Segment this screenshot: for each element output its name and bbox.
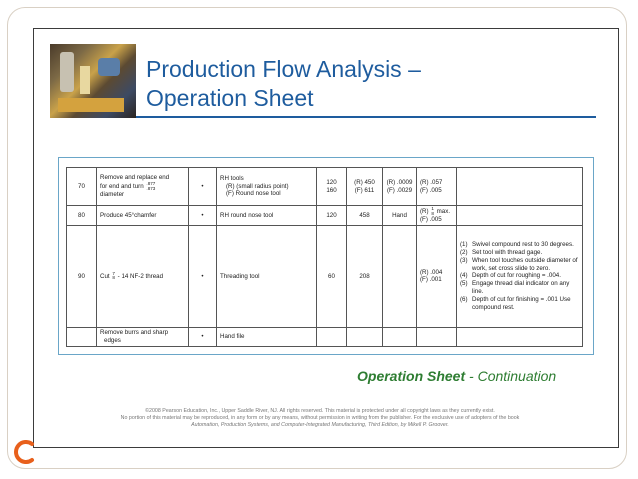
- cut-line: [420, 207, 453, 216]
- tool-cell: [217, 168, 317, 206]
- cut-line: (F) .001: [420, 276, 442, 284]
- depth-cell: [383, 327, 417, 346]
- cut-prefix: (R): [420, 208, 429, 216]
- feed-cell: 208: [347, 225, 383, 327]
- notes-cell: [457, 327, 583, 346]
- op-description: Produce 45°chamfer: [97, 206, 189, 226]
- op-number: [67, 327, 97, 346]
- check-mark: •: [189, 168, 217, 206]
- note-item: [460, 241, 579, 249]
- operation-sheet-table: [66, 167, 583, 347]
- check-mark: •: [189, 206, 217, 226]
- depth-cell: [383, 225, 417, 327]
- note-number: (4): [460, 272, 468, 280]
- cut-suffix: max.: [436, 208, 451, 216]
- frac-bottom: 8: [112, 275, 115, 281]
- tool-line: (F) Round nose tool: [226, 190, 281, 198]
- check-mark: •: [189, 327, 217, 346]
- cut-cell: [417, 327, 457, 346]
- note-item: [460, 257, 579, 273]
- op-description: [97, 327, 189, 346]
- tool-cell: RH round nose tool: [217, 206, 317, 226]
- desc-line: diameter: [100, 191, 125, 199]
- op-description: [97, 225, 189, 327]
- speed-cell: 60: [317, 225, 347, 327]
- caption-rest: - Continuation: [465, 368, 557, 384]
- op-number: 80: [67, 206, 97, 226]
- desc-line: Remove burrs and sharp: [100, 329, 169, 337]
- desc-line: Remove and replace end: [100, 174, 170, 182]
- table-row: [67, 206, 583, 226]
- thread-fraction: [112, 272, 115, 281]
- slide-title-line-1: Production Flow Analysis –: [146, 56, 421, 82]
- note-text: When tool touches outside diameter of work, set cross slide to zero.: [472, 256, 578, 272]
- notes-cell: [457, 168, 583, 206]
- note-number: (2): [460, 248, 468, 256]
- feed-line: (R) 450: [354, 178, 375, 186]
- desc-suffix: - 14 NF-2 thread: [117, 273, 164, 281]
- copyright-line: No portion of this material may be reproduced, in any form or by any means, without permission in writing from the publisher. For the exclusive use of adopters of the book: [120, 415, 520, 422]
- title-underline: [136, 116, 596, 118]
- desc-text: for end and turn: [100, 183, 144, 191]
- note-text: Depth of cut for finishing = .001 Use compound rest.: [472, 296, 571, 312]
- note-text: Swivel compound rest to 30 degrees.: [472, 240, 574, 248]
- desc-prefix: Cut: [100, 273, 110, 281]
- op-number: 90: [67, 225, 97, 327]
- notes-list: [460, 241, 579, 312]
- corner-logo-icon: [12, 440, 36, 464]
- cut-cell: [417, 168, 457, 206]
- cut-line: (F) .005: [420, 216, 442, 224]
- speed-line: 160: [326, 186, 337, 194]
- tool-line: (R) (small radius point): [226, 182, 289, 190]
- cut-line: (R) .004: [420, 268, 443, 276]
- frac-top: 7: [112, 270, 115, 276]
- table-row: [67, 327, 583, 346]
- cut-cell: [417, 206, 457, 226]
- note-number: (6): [460, 296, 468, 304]
- note-number: (1): [460, 240, 468, 248]
- desc-line: edges: [104, 336, 121, 344]
- feed-cell: [347, 327, 383, 346]
- frac-top: 1: [431, 206, 434, 211]
- op-description: [97, 168, 189, 206]
- notes-cell: [457, 206, 583, 226]
- notes-cell: [457, 225, 583, 327]
- desc-line: [100, 182, 185, 191]
- depth-line: (R) .0009: [386, 178, 413, 186]
- note-text: Set tool with thread gage.: [472, 248, 543, 256]
- tool-cell: Hand file: [217, 327, 317, 346]
- note-number: (3): [460, 256, 468, 264]
- caption-bold: Operation Sheet: [357, 368, 466, 384]
- note-item: [460, 280, 579, 296]
- tool-line: RH tools: [220, 174, 244, 182]
- feed-cell: 458: [347, 206, 383, 226]
- cut-line: (F) .005: [420, 186, 442, 194]
- op-number: 70: [67, 168, 97, 206]
- cut-fraction: [431, 207, 434, 216]
- feed-cell: [347, 168, 383, 206]
- cut-cell: [417, 225, 457, 327]
- copyright-notice: [60, 408, 580, 429]
- depth-line: (F) .0029: [386, 186, 413, 194]
- note-item: [460, 296, 579, 312]
- table-caption: [357, 368, 556, 384]
- note-text: Engage thread dial indicator on any line.: [472, 280, 570, 296]
- speed-cell: [317, 327, 347, 346]
- note-text: Depth of cut for roughing = .004.: [472, 272, 561, 280]
- tool-cell: Threading tool: [217, 225, 317, 327]
- speed-cell: 120: [317, 206, 347, 226]
- speed-cell: [317, 168, 347, 206]
- tolerance-fraction: [146, 182, 155, 191]
- note-item: [460, 272, 579, 280]
- speed-line: 120: [326, 178, 337, 186]
- check-mark: •: [189, 225, 217, 327]
- frac-bottom: 8: [431, 210, 434, 216]
- feed-line: (F) 611: [354, 186, 375, 194]
- frac-bottom: .873: [146, 185, 156, 191]
- depth-cell: Hand: [383, 206, 417, 226]
- copyright-line: Automation, Production Systems, and Computer-Integrated Manufacturing, Third Edition, by Mikell P. Groover.: [191, 422, 449, 429]
- depth-cell: [383, 168, 417, 206]
- table-row: [67, 168, 583, 206]
- frac-top: .877: [146, 180, 156, 186]
- copyright-line: ©2008 Pearson Education, Inc., Upper Saddle River, NJ. All rights reserved. This material is protected under all copyright laws as they currently exist.: [145, 408, 495, 414]
- table-row: [67, 225, 583, 327]
- note-item: [460, 249, 579, 257]
- cut-line: (R) .057: [420, 178, 443, 186]
- header-photo: [50, 44, 136, 118]
- slide-title-line-2: Operation Sheet: [146, 85, 314, 111]
- note-number: (5): [460, 280, 468, 288]
